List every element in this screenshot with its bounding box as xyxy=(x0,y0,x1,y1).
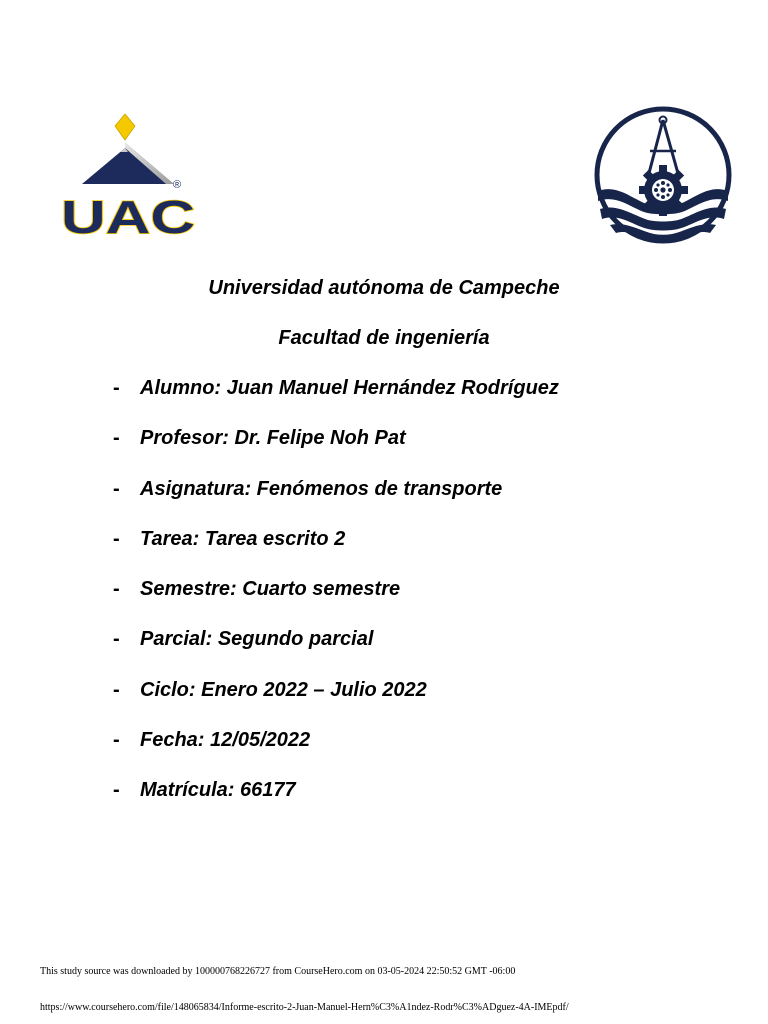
detail-text: Semestre: Cuarto semestre xyxy=(140,578,401,601)
detail-professor xyxy=(113,426,559,476)
bullet-dash: - xyxy=(113,427,120,450)
detail-partial xyxy=(113,627,559,677)
uac-diamond xyxy=(115,114,135,140)
detail-date xyxy=(113,728,559,778)
faculty-name: Facultad de ingeniería xyxy=(278,327,490,349)
detail-text: Asignatura: Fenómenos de transporte xyxy=(140,477,503,500)
bullet-dash: - xyxy=(113,729,120,752)
faculty-engineering-logo xyxy=(588,105,738,245)
bullet-dash: - xyxy=(113,678,120,701)
uac-logo xyxy=(58,112,198,238)
detail-cycle xyxy=(113,678,559,728)
detail-text: Tarea: Tarea escrito 2 xyxy=(140,527,346,550)
uac-mountain xyxy=(82,148,166,184)
bullet-dash: - xyxy=(113,779,120,802)
detail-text: Matrícula: 66177 xyxy=(140,779,296,802)
bullet-dash: - xyxy=(113,477,120,500)
detail-student xyxy=(113,376,559,426)
cover-details-list xyxy=(113,376,559,829)
detail-text: Alumno: Juan Manuel Hernández Rodríguez xyxy=(140,377,559,399)
source-url[interactable]: https://www.coursehero.com/file/148065834/Informe-escrito-2-Juan-Manuel-Hern%C3%A1ndez-Rodr%C3%ADguez-4A-IMEpdf/ xyxy=(40,1002,569,1013)
bullet-dash: - xyxy=(113,377,120,399)
detail-subject xyxy=(113,477,559,527)
detail-assignment xyxy=(113,527,559,577)
university-name: Universidad autónoma de Campeche xyxy=(208,277,560,299)
bullet-dash: - xyxy=(113,527,120,550)
uac-logo-text: UAC xyxy=(61,191,195,238)
detail-enrollment xyxy=(113,778,559,828)
download-notice: This study source was downloaded by 100000768226727 from CourseHero.com on 03-05-2024 22:50:52 GMT -06:00 xyxy=(40,966,516,977)
detail-text: Fecha: 12/05/2022 xyxy=(140,729,311,752)
bullet-dash: - xyxy=(113,578,120,601)
detail-semester xyxy=(113,577,559,627)
uac-registered-mark: ® xyxy=(173,179,182,191)
detail-text: Profesor: Dr. Felipe Noh Pat xyxy=(140,427,406,450)
detail-text: Ciclo: Enero 2022 – Julio 2022 xyxy=(140,678,427,701)
bullet-dash: - xyxy=(113,628,120,651)
detail-text: Parcial: Segundo parcial xyxy=(140,628,374,651)
